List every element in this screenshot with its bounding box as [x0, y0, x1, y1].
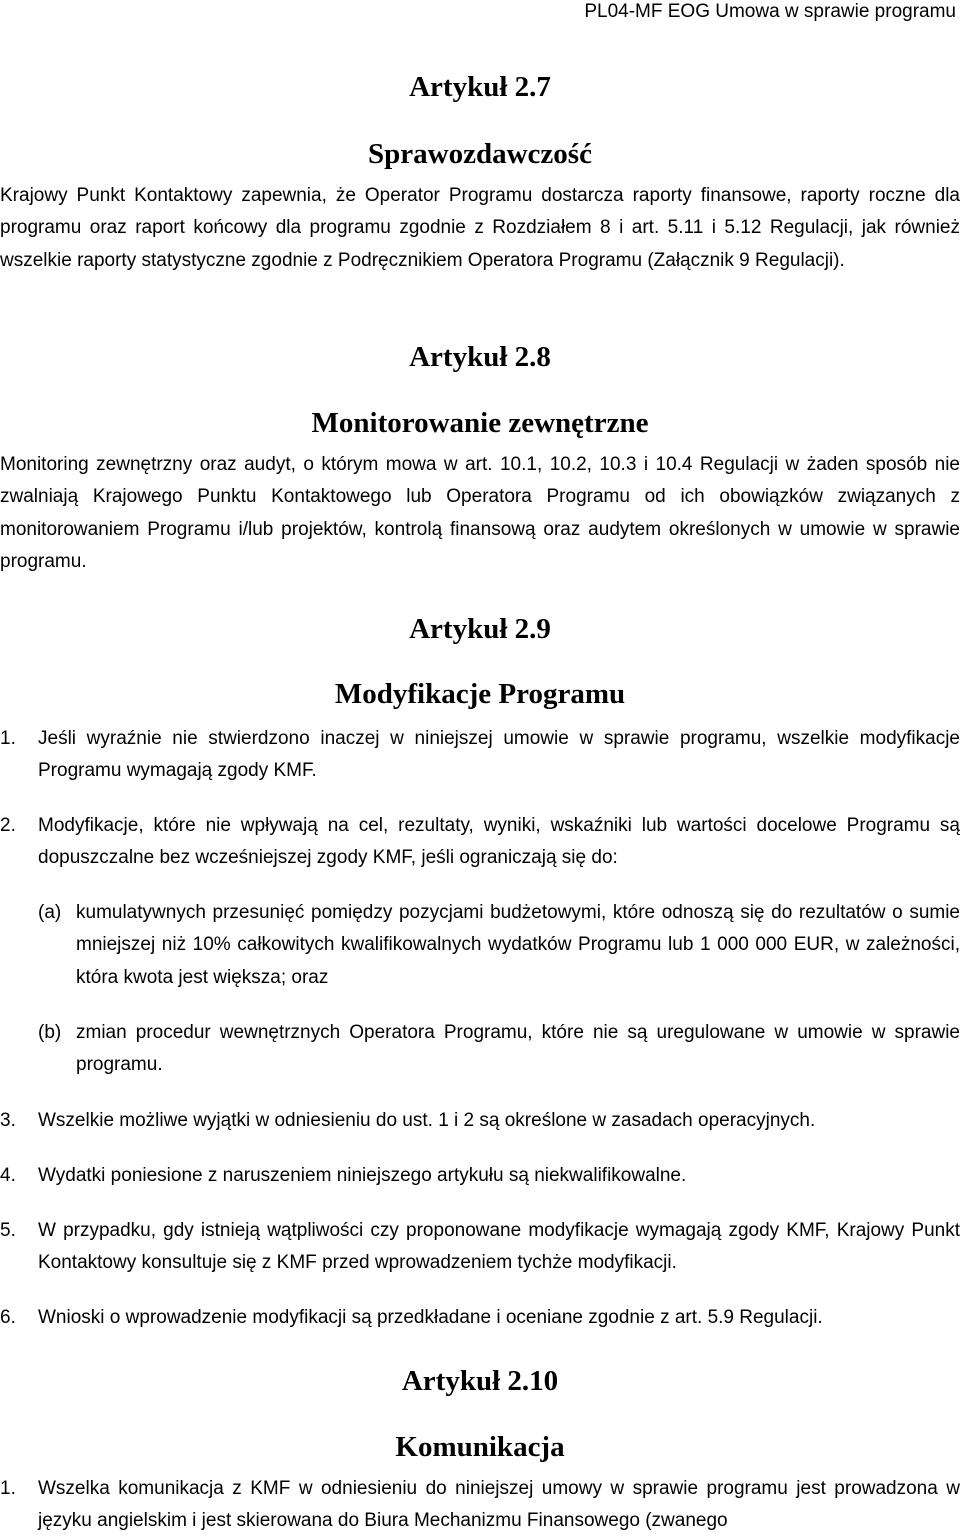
- list-item: [0, 1105, 960, 1137]
- sub-list-item-label: (a): [38, 902, 62, 923]
- list-item-number: 5.: [0, 1220, 16, 1241]
- sub-list-item: [0, 897, 960, 994]
- list-item: [0, 1302, 960, 1334]
- article-2-10-title: Komunikacja: [395, 1431, 565, 1463]
- article-2-8-number: Artykuł 2.8: [409, 341, 551, 373]
- list-item-number: 4.: [0, 1165, 16, 1186]
- list-item: [0, 1473, 960, 1538]
- list-item-number: 2.: [0, 815, 16, 836]
- article-2-9-number: Artykuł 2.9: [409, 613, 551, 645]
- list-item-number: 1.: [0, 1478, 16, 1499]
- article-2-7-number: Artykuł 2.7: [409, 71, 551, 103]
- list-item-text: Wszelkie możliwe wyjątki w odniesieniu do ust. 1 i 2 są określone w zasadach operacyjnych.: [38, 1110, 816, 1131]
- article-2-9-title: Modyfikacje Programu: [334, 678, 626, 710]
- list-item: [0, 810, 960, 875]
- sub-list-item-text: zmian procedur wewnętrznych Operatora Programu, które nie są uregulowane w umowie w sprawie programu.: [76, 1022, 960, 1076]
- list-item: [0, 1215, 960, 1280]
- list-item-text: Jeśli wyraźnie nie stwierdzono inaczej w niniejszej umowie w sprawie programu, wszelkie modyfikacje Programu wymagają zgody KMF.: [38, 728, 960, 782]
- list-item-text: Wszelka komunikacja z KMF w odniesieniu do niniejszej umowy w sprawie programu jest prowadzona w języku angielskim i jest skierowana do Biura Mechanizmu Finansowego (zwanego: [38, 1478, 960, 1532]
- sub-list-item-text: kumulatywnych przesunięć pomiędzy pozycjami budżetowymi, które odnoszą się do rezultatów o sumie mniejszej niż 10% całkowitych kwalifikowalnych wydatków Programu lub 1 000 000 EUR, w zależności, która kwota jest większa; oraz: [76, 902, 960, 988]
- list-item-number: 1.: [0, 728, 16, 749]
- article-2-7-title: Sprawozdawczość: [368, 138, 592, 170]
- sub-list-item: [0, 1017, 960, 1082]
- list-item-text: Modyfikacje, które nie wpływają na cel, rezultaty, wyniki, wskaźniki lub wartości docelowe Programu są dopuszczalne bez wcześniejszej zgody KMF, jeśli ograniczają się do:: [38, 815, 960, 869]
- list-item: [0, 1160, 960, 1192]
- article-2-7-paragraph: Krajowy Punkt Kontaktowy zapewnia, że Operator Programu dostarcza raporty finansowe, raporty roczne dla programu oraz raport końcowy dla programu zgodnie z Rozdziałem 8 i art. 5.11 i 5.12 Regulacji, jak również wszelkie raporty statystyczne zgodnie z Podręcznikiem Operatora Programu (Załącznik 9 Regulacji).: [0, 185, 960, 271]
- list-item-number: 6.: [0, 1307, 16, 1328]
- article-2-8-title: Monitorowanie zewnętrzne: [311, 407, 649, 439]
- running-header: PL04-MF EOG Umowa w sprawie programu: [584, 1, 956, 22]
- article-2-10-number: Artykuł 2.10: [401, 1365, 559, 1397]
- article-2-8-paragraph: Monitoring zewnętrzny oraz audyt, o którym mowa w art. 10.1, 10.2, 10.3 i 10.4 Regulacji w żaden sposób nie zwalniają Krajowego Punktu Kontaktowego lub Operatora Programu od ich obowiązków związanych z monitorowaniem Programu i/lub projektów, kontrolą finansową oraz audytem określonych w umowie w sprawie programu.: [0, 454, 960, 573]
- list-item: [0, 723, 960, 788]
- list-item-text: Wnioski o wprowadzenie modyfikacji są przedkładane i oceniane zgodnie z art. 5.9 Regulacji.: [38, 1307, 823, 1328]
- list-item-text: Wydatki poniesione z naruszeniem niniejszego artykułu są niekwalifikowalne.: [38, 1165, 687, 1186]
- list-item-number: 3.: [0, 1110, 16, 1131]
- sub-list-item-label: (b): [38, 1022, 62, 1043]
- list-item-text: W przypadku, gdy istnieją wątpliwości czy proponowane modyfikacje wymagają zgody KMF, Krajowy Punkt Kontaktowy konsultuje się z KMF przed wprowadzeniem tychże modyfikacji.: [38, 1220, 960, 1274]
